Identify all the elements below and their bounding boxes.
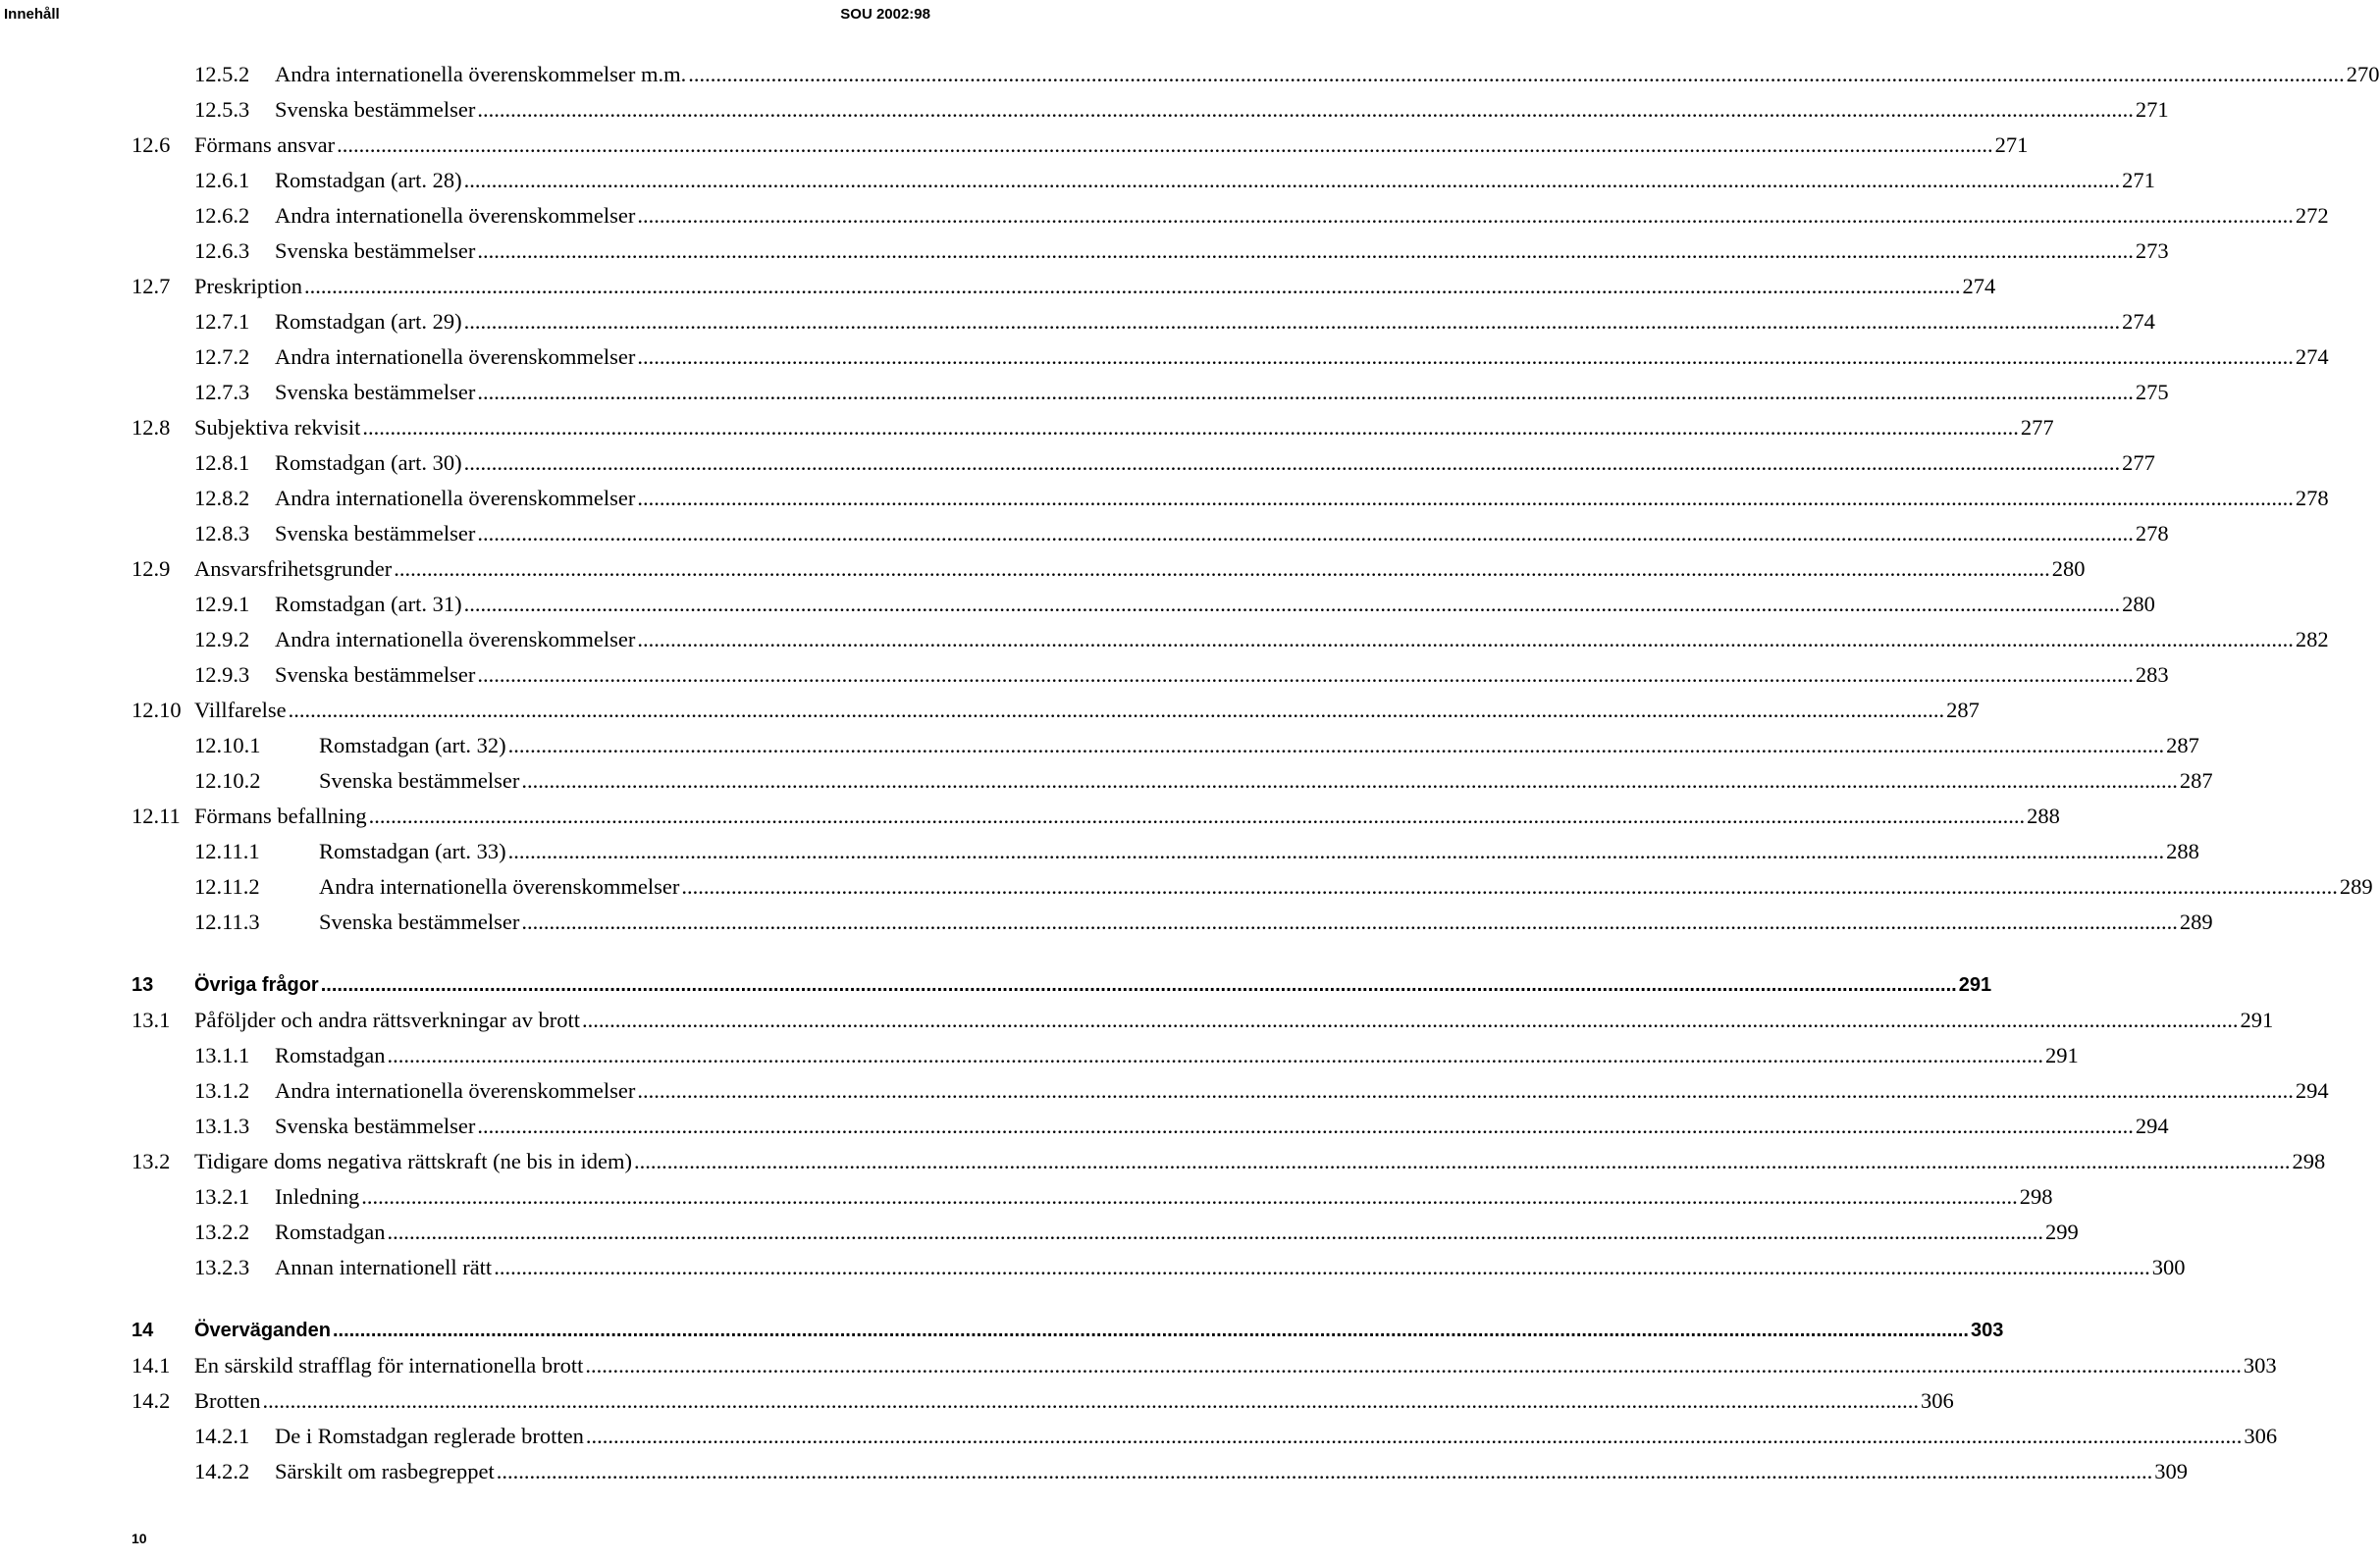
toc-entry-page: 298 bbox=[2018, 1179, 2053, 1215]
dot-leader: ............................................................................................................................................................................................................................................................................................................ bbox=[681, 874, 2338, 899]
toc-entry bbox=[194, 1215, 2079, 1250]
dot-leader: ............................................................................................................................................................................................................................................................................................................ bbox=[304, 274, 1961, 298]
toc-entry-page: 278 bbox=[2294, 481, 2329, 516]
toc-entry bbox=[194, 234, 2169, 269]
dot-leader: ............................................................................................................................................................................................................................................................................................................ bbox=[521, 768, 2178, 793]
toc-entry-title: Romstadgan (art. 33) bbox=[319, 834, 508, 869]
toc-entry-number: 14.2.2 bbox=[194, 1459, 250, 1483]
toc-entry bbox=[194, 163, 2155, 198]
toc-entry-page: 278 bbox=[2134, 516, 2169, 551]
toc-entry-page: 299 bbox=[2043, 1215, 2079, 1250]
toc-entry-page: 287 bbox=[2164, 728, 2199, 763]
toc-entry-title: Svenska bestämmelser bbox=[275, 375, 477, 410]
toc-entry-title: Andra internationella överenskommelser bbox=[275, 198, 637, 234]
toc-entry-number: 12.8.2 bbox=[194, 486, 250, 510]
toc-entry bbox=[132, 269, 1996, 304]
toc-entry-title: Romstadgan (art. 31) bbox=[275, 587, 464, 622]
dot-leader: ............................................................................................................................................................................................................................................................................................................ bbox=[477, 380, 2134, 404]
toc-entry-page: 280 bbox=[2120, 587, 2155, 622]
toc-entry bbox=[132, 1003, 2274, 1038]
toc-entry-number: 13 bbox=[132, 974, 154, 996]
toc-entry bbox=[194, 1038, 2079, 1073]
toc-entry bbox=[194, 375, 2169, 410]
toc-entry-page: 288 bbox=[2164, 834, 2199, 869]
toc-entry bbox=[194, 869, 2373, 905]
toc-entry-page: 309 bbox=[2152, 1454, 2188, 1489]
page-number: 10 bbox=[132, 1531, 147, 1546]
dot-leader: ............................................................................................................................................................................................................................................................................................................ bbox=[637, 203, 2294, 228]
toc-entry-page: 291 bbox=[1957, 967, 1991, 1003]
dot-leader: ............................................................................................................................................................................................................................................................................................................ bbox=[262, 1388, 1919, 1413]
dot-leader: ............................................................................................................................................................................................................................................................................................................ bbox=[463, 309, 2121, 334]
toc-entry-page: 306 bbox=[2242, 1419, 2277, 1454]
toc-entry-title: Svenska bestämmelser bbox=[275, 234, 477, 269]
toc-entry bbox=[132, 1144, 2326, 1179]
toc-entry-title: De i Romstadgan reglerade brotten bbox=[275, 1419, 586, 1454]
toc-entry-title: Romstadgan bbox=[275, 1038, 388, 1073]
dot-leader: ............................................................................................................................................................................................................................................................................................................ bbox=[633, 1149, 2291, 1173]
toc-entry bbox=[132, 551, 2086, 587]
toc-entry-number: 12.9.2 bbox=[194, 627, 250, 651]
dot-leader: ............................................................................................................................................................................................................................................................................................................ bbox=[688, 62, 2345, 86]
toc-entry-number: 12.7.1 bbox=[194, 309, 250, 334]
chapter-entry bbox=[132, 1313, 2004, 1348]
dot-leader: ............................................................................................................................................................................................................................................................................................................ bbox=[463, 168, 2121, 192]
toc-entry-number: 12.8 bbox=[132, 415, 171, 440]
toc-entry-title: Brotten bbox=[194, 1383, 263, 1419]
toc-entry bbox=[194, 763, 2213, 799]
toc-entry-number: 14.1 bbox=[132, 1353, 171, 1378]
toc-entry-title: Preskription bbox=[194, 269, 304, 304]
toc-entry bbox=[194, 339, 2329, 375]
toc-entry bbox=[194, 304, 2155, 339]
toc-entry-title: Annan internationell rätt bbox=[275, 1250, 494, 1285]
toc-entry-number: 12.5.2 bbox=[194, 62, 250, 86]
toc-entry-title: Svenska bestämmelser bbox=[319, 905, 521, 940]
toc-entry bbox=[132, 1383, 1954, 1419]
toc-entry-number: 12.6.3 bbox=[194, 238, 250, 263]
toc-entry-number: 12.5.3 bbox=[194, 97, 250, 122]
toc-entry bbox=[132, 1348, 2277, 1383]
toc-entry-number: 13.1.3 bbox=[194, 1114, 250, 1138]
toc-entry-number: 12.10.2 bbox=[194, 768, 261, 793]
toc-entry-page: 289 bbox=[2338, 869, 2373, 905]
toc-entry-page: 271 bbox=[2134, 92, 2169, 128]
toc-entry bbox=[194, 445, 2155, 481]
toc-entry-number: 14.2 bbox=[132, 1388, 171, 1413]
toc-entry bbox=[132, 799, 2060, 834]
toc-entry bbox=[194, 1250, 2186, 1285]
toc-entry-title: Andra internationella överenskommelser bbox=[275, 481, 637, 516]
dot-leader: ............................................................................................................................................................................................................................................................................................................ bbox=[637, 1078, 2294, 1103]
chapter-entry bbox=[132, 967, 1992, 1003]
toc-entry-title: Andra internationella överenskommelser m.m. bbox=[275, 57, 688, 92]
header-section-title: Innehåll bbox=[4, 6, 60, 23]
toc-entry-page: 274 bbox=[2294, 339, 2329, 375]
toc-entry bbox=[194, 834, 2199, 869]
dot-leader: ............................................................................................................................................................................................................................................................................................................ bbox=[477, 1114, 2134, 1138]
toc-entry-number: 14 bbox=[132, 1320, 154, 1341]
toc-entry-page: 298 bbox=[2290, 1144, 2325, 1179]
toc-entry-title: Romstadgan (art. 28) bbox=[275, 163, 464, 198]
toc-entry-page: 274 bbox=[1961, 269, 1996, 304]
toc-entry-number: 13.2.1 bbox=[194, 1184, 250, 1209]
toc-entry-page: 283 bbox=[2134, 657, 2169, 693]
toc-entry-title: Andra internationella överenskommelser bbox=[275, 339, 637, 375]
toc-entry-number: 12.9 bbox=[132, 556, 171, 581]
toc-entry-page: 280 bbox=[2050, 551, 2086, 587]
toc-entry bbox=[194, 57, 2380, 92]
toc-entry-title: Förmans befallning bbox=[194, 799, 369, 834]
toc-entry-title: Svenska bestämmelser bbox=[275, 1109, 477, 1144]
toc-entry-number: 12.7 bbox=[132, 274, 171, 298]
toc-entry-title: Andra internationella överenskommelser bbox=[319, 869, 681, 905]
toc-entry-title: Övriga frågor bbox=[194, 967, 321, 1003]
toc-entry-title: Romstadgan (art. 30) bbox=[275, 445, 464, 481]
toc-entry-title: Förmans ansvar bbox=[194, 128, 337, 163]
dot-leader: ............................................................................................................................................................................................................................................................................................................ bbox=[477, 97, 2134, 122]
toc-entry-page: 282 bbox=[2294, 622, 2329, 657]
toc-entry-page: 303 bbox=[2242, 1348, 2277, 1383]
dot-leader: ............................................................................................................................................................................................................................................................................................................ bbox=[332, 1320, 1969, 1341]
dot-leader: ............................................................................................................................................................................................................................................................................................................ bbox=[337, 132, 1993, 157]
toc-entry-page: 271 bbox=[2120, 163, 2155, 198]
toc-entry-page: 277 bbox=[2019, 410, 2054, 445]
toc-entry-number: 12.11 bbox=[132, 804, 181, 828]
toc-entry-title: Överväganden bbox=[194, 1313, 333, 1348]
toc-entry-page: 271 bbox=[1993, 128, 2029, 163]
toc-entry bbox=[132, 693, 1980, 728]
toc-entry-number: 12.6.2 bbox=[194, 203, 250, 228]
dot-leader: ............................................................................................................................................................................................................................................................................................................ bbox=[463, 450, 2121, 475]
toc-entry-title: Särskilt om rasbegreppet bbox=[275, 1454, 497, 1489]
toc-entry bbox=[194, 1073, 2329, 1109]
toc-entry-title: Ansvarsfrihetsgrunder bbox=[194, 551, 394, 587]
toc-entry-number: 12.9.3 bbox=[194, 662, 250, 687]
toc-entry-number: 12.6.1 bbox=[194, 168, 250, 192]
toc-entry bbox=[194, 1454, 2188, 1489]
toc-entry-page: 273 bbox=[2134, 234, 2169, 269]
dot-leader: ............................................................................................................................................................................................................................................................................................................ bbox=[507, 839, 2165, 863]
dot-leader: ............................................................................................................................................................................................................................................................................................................ bbox=[637, 486, 2294, 510]
toc-entry-number: 12.10 bbox=[132, 698, 182, 722]
dot-leader: ............................................................................................................................................................................................................................................................................................................ bbox=[507, 733, 2165, 757]
toc-entry-number: 13.2.2 bbox=[194, 1220, 250, 1244]
toc-entry-title: Påföljder och andra rättsverkningar av brott bbox=[194, 1003, 582, 1038]
toc-entry-number: 13.1.1 bbox=[194, 1043, 250, 1067]
dot-leader: ............................................................................................................................................................................................................................................................................................................ bbox=[463, 592, 2121, 616]
toc-entry-title: Andra internationella överenskommelser bbox=[275, 622, 637, 657]
dot-leader: ............................................................................................................................................................................................................................................................................................................ bbox=[581, 1008, 2239, 1032]
toc-entry-number: 12.11.2 bbox=[194, 874, 260, 899]
toc-entry bbox=[194, 587, 2155, 622]
toc-entry-title: Romstadgan bbox=[275, 1215, 388, 1250]
toc-entry-page: 272 bbox=[2294, 198, 2329, 234]
toc-entry-number: 12.8.1 bbox=[194, 450, 250, 475]
dot-leader: ............................................................................................................................................................................................................................................................................................................ bbox=[637, 344, 2294, 369]
toc-entry-page: 277 bbox=[2120, 445, 2155, 481]
toc-entry-title: Svenska bestämmelser bbox=[319, 763, 521, 799]
toc-entry-title: Inledning bbox=[275, 1179, 361, 1215]
toc-entry-number: 12.7.3 bbox=[194, 380, 250, 404]
toc-entry-page: 291 bbox=[2043, 1038, 2079, 1073]
toc-entry-title: Svenska bestämmelser bbox=[275, 657, 477, 693]
dot-leader: ............................................................................................................................................................................................................................................................................................................ bbox=[585, 1353, 2242, 1378]
toc-entry bbox=[194, 198, 2329, 234]
toc-entry-title: Romstadgan (art. 29) bbox=[275, 304, 464, 339]
toc-entry bbox=[194, 905, 2213, 940]
toc-entry bbox=[194, 516, 2169, 551]
dot-leader: ............................................................................................................................................................................................................................................................................................................ bbox=[494, 1255, 2150, 1279]
toc-entry-number: 12.8.3 bbox=[194, 521, 250, 546]
toc-entry bbox=[132, 128, 2029, 163]
toc-entry-number: 12.9.1 bbox=[194, 592, 250, 616]
dot-leader: ............................................................................................................................................................................................................................................................................................................ bbox=[368, 804, 2026, 828]
dot-leader: ............................................................................................................................................................................................................................................................................................................ bbox=[477, 662, 2134, 687]
toc-entry bbox=[194, 1419, 2278, 1454]
toc-entry-number: 13.1.2 bbox=[194, 1078, 250, 1103]
toc-entry-page: 270 bbox=[2345, 57, 2380, 92]
dot-leader: ............................................................................................................................................................................................................................................................................................................ bbox=[288, 698, 1945, 722]
toc-entry bbox=[132, 410, 2054, 445]
dot-leader: ............................................................................................................................................................................................................................................................................................................ bbox=[496, 1459, 2153, 1483]
header-report-id: SOU 2002:98 bbox=[840, 6, 930, 23]
toc-entry-page: 288 bbox=[2025, 799, 2060, 834]
dot-leader: ............................................................................................................................................................................................................................................................................................................ bbox=[387, 1220, 2043, 1244]
dot-leader: ............................................................................................................................................................................................................................................................................................................ bbox=[362, 415, 2019, 440]
toc-entry-title: En särskild strafflag för internationella brott bbox=[194, 1348, 585, 1383]
toc-entry-page: 289 bbox=[2178, 905, 2213, 940]
toc-entry-page: 275 bbox=[2134, 375, 2169, 410]
dot-leader: ............................................................................................................................................................................................................................................................................................................ bbox=[585, 1424, 2243, 1448]
toc-entry-number: 13.1 bbox=[132, 1008, 171, 1032]
toc-entry bbox=[194, 92, 2169, 128]
toc-entry bbox=[194, 1179, 2053, 1215]
toc-entry-title: Svenska bestämmelser bbox=[275, 92, 477, 128]
dot-leader: ............................................................................................................................................................................................................................................................................................................ bbox=[637, 627, 2294, 651]
toc-entry-number: 12.7.2 bbox=[194, 344, 250, 369]
toc-entry-page: 294 bbox=[2294, 1073, 2329, 1109]
toc-entry bbox=[194, 1109, 2169, 1144]
dot-leader: ............................................................................................................................................................................................................................................................................................................ bbox=[361, 1184, 2018, 1209]
toc-entry-page: 287 bbox=[2178, 763, 2213, 799]
toc-entry-page: 300 bbox=[2150, 1250, 2186, 1285]
toc-entry bbox=[194, 481, 2329, 516]
toc-entry bbox=[194, 657, 2169, 693]
toc-entry bbox=[194, 622, 2329, 657]
toc-entry-number: 12.11.1 bbox=[194, 839, 260, 863]
toc-entry-page: 274 bbox=[2120, 304, 2155, 339]
toc-entry-title: Andra internationella överenskommelser bbox=[275, 1073, 637, 1109]
toc-entry-title: Subjektiva rekvisit bbox=[194, 410, 362, 445]
toc-entry-page: 287 bbox=[1944, 693, 1980, 728]
toc-entry-number: 12.10.1 bbox=[194, 733, 261, 757]
toc-entry-number: 13.2 bbox=[132, 1149, 171, 1173]
toc-entry-page: 294 bbox=[2134, 1109, 2169, 1144]
toc-entry-title: Svenska bestämmelser bbox=[275, 516, 477, 551]
toc-entry-number: 12.6 bbox=[132, 132, 171, 157]
toc-entry-page: 291 bbox=[2238, 1003, 2273, 1038]
toc-entry-page: 306 bbox=[1919, 1383, 1954, 1419]
toc-entry-title: Tidigare doms negativa rättskraft (ne bis in idem) bbox=[194, 1144, 634, 1179]
toc-entry-number: 12.11.3 bbox=[194, 910, 260, 934]
toc-entry-number: 14.2.1 bbox=[194, 1424, 250, 1448]
dot-leader: ............................................................................................................................................................................................................................................................................................................ bbox=[387, 1043, 2043, 1067]
dot-leader: ............................................................................................................................................................................................................................................................................................................ bbox=[477, 238, 2134, 263]
toc-entry-title: Romstadgan (art. 32) bbox=[319, 728, 508, 763]
dot-leader: ............................................................................................................................................................................................................................................................................................................ bbox=[477, 521, 2134, 546]
dot-leader: ............................................................................................................................................................................................................................................................................................................ bbox=[394, 556, 2050, 581]
toc-entry bbox=[194, 728, 2199, 763]
dot-leader: ............................................................................................................................................................................................................................................................................................................ bbox=[320, 974, 1957, 996]
toc-entry-title: Villfarelse bbox=[194, 693, 289, 728]
dot-leader: ............................................................................................................................................................................................................................................................................................................ bbox=[521, 910, 2178, 934]
toc-entry-number: 13.2.3 bbox=[194, 1255, 250, 1279]
toc-entry-page: 303 bbox=[1969, 1313, 2003, 1348]
